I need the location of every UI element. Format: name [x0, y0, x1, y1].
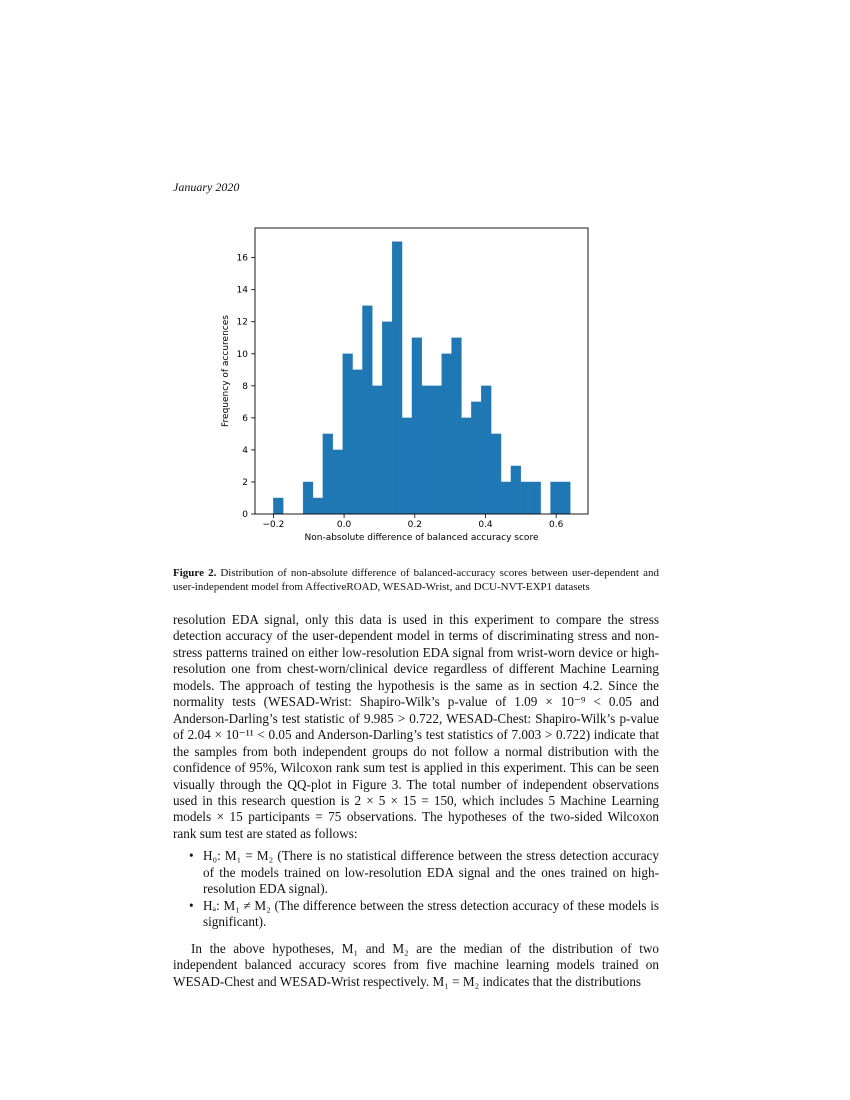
hypotheses-list — [173, 848, 659, 930]
histogram-bar — [481, 386, 491, 514]
bullet-icon: • — [189, 848, 194, 864]
y-tick-label: 2 — [242, 477, 248, 488]
histogram-bar — [353, 370, 363, 514]
y-tick-label: 12 — [236, 317, 248, 328]
histogram-bar — [412, 338, 422, 514]
histogram-bar — [471, 402, 481, 514]
histogram-bar — [303, 482, 313, 514]
hypothesis-alternative — [173, 898, 659, 931]
running-head-date: January 2020 — [173, 180, 240, 194]
histogram-bar — [382, 322, 392, 514]
y-axis-label: Frequency of accurences — [221, 315, 231, 427]
paragraph-2: In the above hypotheses, M₁ and M₂ are the median of the distribution of two independent balanced accuracy scores from five machine learning models trained on WESAD-Chest and WESAD-Wrist respectively. M₁ = M₂ indicates that the distributions — [173, 940, 659, 989]
hypothesis-null-text: H₀: M₁ = M₂ (There is no statistical difference between the stress detection accuracy of the models trained on low-resolution EDA signal and the ones trained on high-resolution EDA signal). — [203, 848, 659, 897]
histogram-bar — [372, 386, 382, 514]
histogram-bar — [343, 354, 353, 514]
y-tick-label: 6 — [242, 413, 248, 424]
y-tick-label: 4 — [242, 445, 248, 456]
histogram-bar — [551, 482, 561, 514]
y-tick-label: 14 — [236, 285, 248, 296]
histogram-bar — [491, 434, 501, 514]
x-axis-label: Non-absolute difference of balanced accuracy score — [304, 533, 539, 543]
body-text — [173, 612, 659, 990]
histogram-bar — [402, 418, 412, 514]
histogram-bar — [273, 498, 283, 514]
x-tick-label: 0.4 — [478, 520, 493, 530]
histogram-bar — [362, 306, 372, 514]
histogram-bar — [392, 242, 402, 514]
histogram-bar — [521, 482, 531, 514]
x-tick-label: −0.2 — [262, 520, 285, 530]
figure-caption-text: Distribution of non-absolute difference of balanced-accuracy scores between user-dependent and user-independent model from AffectiveROAD, WESAD-Wrist, and DCU-NVT-EXP1 datasets — [173, 567, 659, 593]
histogram-bar — [333, 450, 343, 514]
bullet-icon: • — [189, 897, 194, 913]
histogram-bar — [323, 434, 333, 514]
hypothesis-null — [173, 848, 659, 897]
histogram-bar — [452, 338, 462, 514]
histogram-bar — [461, 418, 471, 514]
histogram-bar — [422, 386, 432, 514]
hypothesis-alternative-text: Hₐ: M₁ ≠ M₂ (The difference between the stress detection accuracy of these models is significant). — [203, 897, 659, 930]
y-tick-label: 10 — [236, 349, 248, 360]
histogram-bar — [313, 498, 323, 514]
figure-label: Figure 2. — [173, 567, 217, 579]
histogram-bar — [501, 482, 511, 514]
histogram-chart — [215, 222, 595, 552]
y-tick-label: 0 — [242, 510, 248, 520]
histogram-bar — [442, 354, 452, 514]
histogram-figure — [215, 222, 595, 552]
x-tick-label: 0.6 — [549, 520, 564, 530]
histogram-bar — [531, 482, 541, 514]
x-tick-label: 0.2 — [407, 520, 422, 530]
x-tick-label: 0.0 — [336, 520, 352, 530]
histogram-bar — [511, 466, 521, 514]
histogram-bar — [432, 386, 442, 514]
y-tick-label: 8 — [242, 381, 248, 392]
histogram-bar — [560, 482, 570, 514]
figure-caption — [173, 566, 659, 594]
paragraph-1: resolution EDA signal, only this data is used in this experiment to compare the stress detection accuracy of the user-dependent model in terms of discriminating stress and non-stress patterns trained on either low-resolution EDA signal from wrist-worn device or high-resolution one from chest-worn/clinical device regardless of different Machine Learning models. The approach of testing the hypothesis is the same as in section 4.2. Since the normality tests (WESAD-Wrist: Shapiro-Wilk’s p-value of 1.09 × 10⁻⁹ < 0.05 and Anderson-Darling’s test statistic of 9.985 > 0.722, WESAD-Chest: Shapiro-Wilk’s p-value of 2.04 × 10⁻¹¹ < 0.05 and Anderson-Darling’s test statistics of 7.003 > 0.722) indicate that the samples from both independent groups do not follow a normal distribution with the confidence of 95%, Wilcoxon rank sum test is applied in this experiment. This can be seen visually through the QQ-plot in Figure 3. The total number of independent observations used in this research question is 2 × 5 × 15 = 150, which includes 5 Machine Learning models × 15 participants = 75 observations. The hypotheses of the two-sided Wilcoxon rank sum test are stated as follows: — [173, 612, 659, 841]
y-tick-label: 16 — [236, 253, 248, 264]
